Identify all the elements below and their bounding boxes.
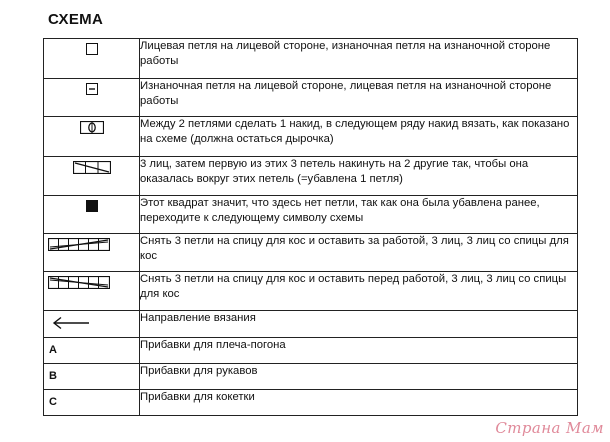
page-title: СХЕМА [48, 11, 104, 28]
description-text: Этот квадрат значит, что здесь нет петли, так как она была убавлена ранее, переходите к следующему символу схемы [140, 196, 578, 234]
symbol-cell [44, 39, 140, 79]
table-row [44, 311, 578, 338]
table-row [44, 390, 578, 416]
symbol-cell [44, 157, 140, 196]
yarn-over-icon [80, 121, 104, 134]
table-row [44, 39, 578, 79]
table-row [44, 234, 578, 272]
square-empty-icon [86, 43, 98, 55]
description-text: 3 лиц, затем первую из этих 3 петель накинуть на 2 другие так, чтобы она оказалась вокруг этих петель (=убавлена 1 петля) [140, 157, 578, 196]
description-text: Изнаночная петля на лицевой стороне, лицевая петля на изнаночной стороне работы [140, 79, 578, 117]
symbol-cell [44, 364, 140, 390]
symbol-cell [44, 390, 140, 416]
symbol-cell [44, 79, 140, 117]
description-text: Прибавки для плеча-погона [140, 338, 578, 364]
pass-over-icon [73, 161, 111, 174]
description-text: Между 2 петлями сделать 1 накид, в следующем ряду накид вязать, как показано на схеме (должна остаться дырочка) [140, 117, 578, 157]
description-text: Направление вязания [140, 311, 578, 338]
square-dash-icon [86, 83, 98, 95]
symbol-cell [44, 338, 140, 364]
symbol-cell [44, 272, 140, 311]
symbol-cell [44, 117, 140, 157]
cable-front-icon [48, 276, 110, 289]
table-row [44, 196, 578, 234]
symbol-letter: C [49, 396, 57, 408]
symbol-cell [44, 196, 140, 234]
arrow-left-icon [52, 316, 90, 330]
legend-table [43, 38, 578, 416]
symbol-letter: B [49, 370, 57, 382]
table-row [44, 79, 578, 117]
symbol-cell [44, 234, 140, 272]
watermark-logo: Страна Мам [495, 419, 604, 437]
table-row [44, 157, 578, 196]
description-text: Снять 3 петли на спицу для кос и оставить перед работой, 3 лиц, 3 лиц со спицы для кос [140, 272, 578, 311]
cable-back-icon [48, 238, 110, 251]
description-text: Прибавки для кокетки [140, 390, 578, 416]
table-row [44, 272, 578, 311]
description-text: Прибавки для рукавов [140, 364, 578, 390]
no-stitch-icon [86, 200, 98, 212]
table-row [44, 338, 578, 364]
symbol-cell [44, 311, 140, 338]
symbol-letter: A [49, 344, 57, 356]
description-text: Снять 3 петли на спицу для кос и оставить за работой, 3 лиц, 3 лиц со спицы для кос [140, 234, 578, 272]
description-text: Лицевая петля на лицевой стороне, изнаночная петля на изнаночной стороне работы [140, 39, 578, 79]
table-row [44, 117, 578, 157]
table-row [44, 364, 578, 390]
